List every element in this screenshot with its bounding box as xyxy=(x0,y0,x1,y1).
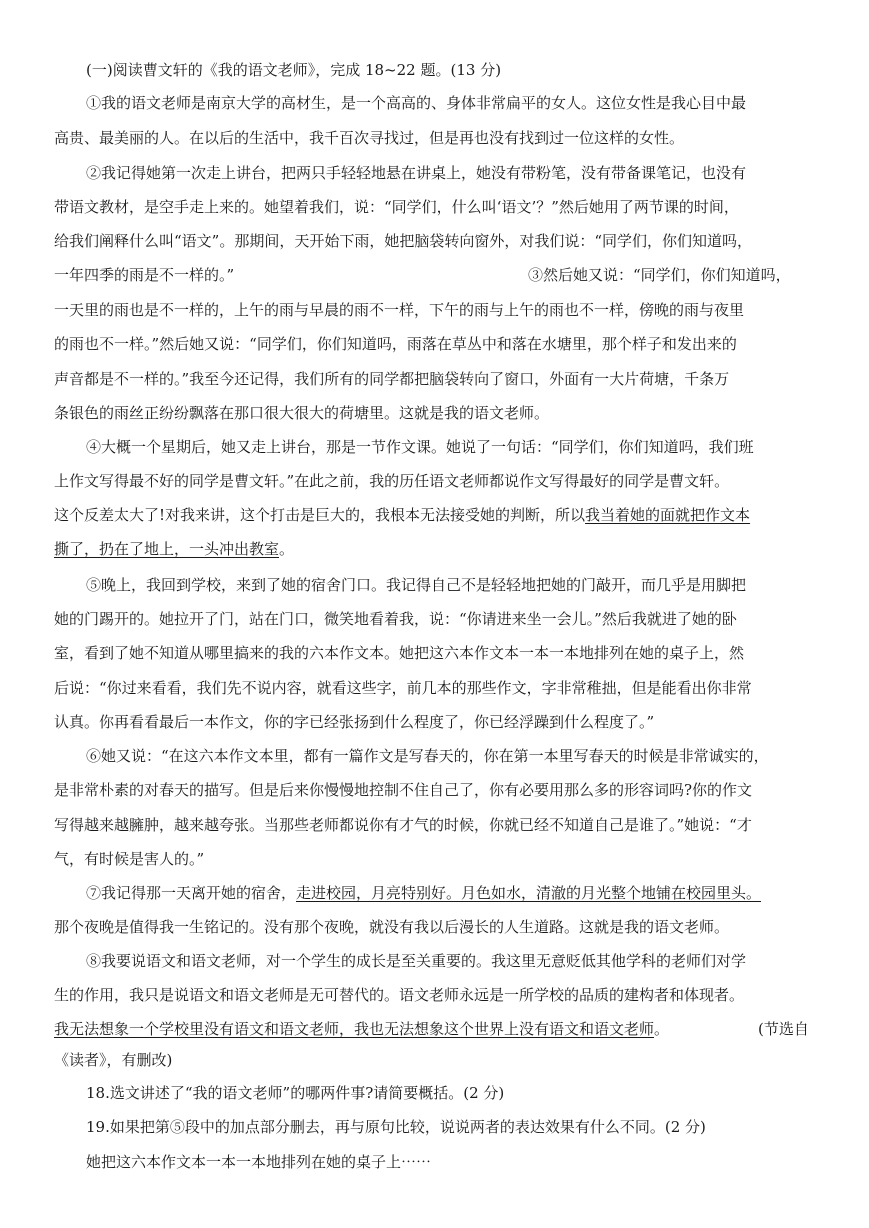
paragraph-4-line-3-text: 这个反差太大了!对我来讲，这个打击是巨大的，我根本无法接受她的判断，所以 xyxy=(54,506,586,524)
section-header: (一)阅读曹文轩的《我的语文老师》，完成 18~22 题。(13 分) xyxy=(86,61,502,79)
paragraph-7-line-2: 那个夜晚是值得我一生铭记的。没有那个夜晚，就没有我以后漫长的人生道路。这就是我的语文老师。 xyxy=(54,918,730,936)
source-note: (节选自 xyxy=(758,1020,809,1038)
paragraph-1-line-1: ①我的语文老师是南京大学的高材生，是一个高高的、身体非常扁平的女人。这位女性是我心目中最 xyxy=(86,94,747,112)
paragraph-6-line-2: 是非常朴素的对春天的描写。但是后来你慢慢地控制不住自己了，你有必要用那么多的形容词吗?你的作文 xyxy=(54,781,753,799)
paragraph-5-line-1: ⑤晚上，我回到学校，来到了她的宿舍门口。我记得自己不是轻轻地把她的门敲开，而几乎是用脚把 xyxy=(86,576,747,594)
underlined-sentence-1: 我当着她的面就把作文本 xyxy=(585,506,751,524)
paragraph-2-line-3: 给我们阐释什么叫“语文”。那期间，天开始下雨，她把脑袋转向窗外，对我们说：“同学们，你们知道吗， xyxy=(54,232,753,250)
paragraph-6-line-4: 气，有时候是害人的。” xyxy=(54,850,205,868)
paragraph-4-end: 。 xyxy=(279,540,295,558)
paragraph-8-line-3 xyxy=(54,1019,669,1039)
paragraph-8-line-1: ⑧我要说语文和语文老师，对一个学生的成长是至关重要的。我这里无意贬低其他学科的老师们对学 xyxy=(86,952,747,970)
paragraph-8-line-2: 生的作用，我只是说语文和语文老师是无可替代的。语文老师永远是一所学校的品质的建构者和体现者。 xyxy=(54,986,745,1004)
question-18: 18.选文讲述了“我的语文老师”的哪两件事?请简要概括。(2 分) xyxy=(86,1084,505,1102)
paragraph-8-period: 。 xyxy=(654,1020,670,1038)
paragraph-4-line-3 xyxy=(54,505,750,525)
paragraph-3-line-1: ③然后她又说：“同学们，你们知道吗， xyxy=(528,266,791,284)
paragraph-6-line-3: 写得越来越臃肿，越来越夸张。当那些老师都说你有才气的时候，你就已经不知道自己是谁了。”她说：“才 xyxy=(54,816,752,834)
paragraph-3-line-5: 条银色的雨丝正纷纷飘落在那口很大很大的荷塘里。这就是我的语文老师。 xyxy=(54,404,550,422)
paragraph-4-line-1: ④大概一个星期后，她又走上讲台，那是一节作文课。她说了一句话：“同学们，你们知道吗，我们班 xyxy=(86,438,754,456)
paragraph-2-line-2: 带语文教材，是空手走上来的。她望着我们，说：“同学们，什么叫‘语文’？”然后她用了两节课的时间， xyxy=(54,198,739,216)
paragraph-7-line-1 xyxy=(86,883,761,903)
source-note-cont: 《读者》，有删改) xyxy=(54,1051,173,1069)
paragraph-2-line-4: 一年四季的雨是不一样的。” xyxy=(54,266,235,284)
question-19-quote: 她把这六本作文本一本一本地排列在她的桌子上⋯⋯ xyxy=(86,1153,432,1171)
underlined-sentence-3: 我无法想象一个学校里没有语文和语文老师，我也无法想象这个世界上没有语文和语文老师 xyxy=(54,1020,655,1038)
paragraph-3-line-3: 的雨也不一样。”然后她又说：“同学们，你们知道吗，雨落在草丛中和落在水塘里，那个样子和发出来的 xyxy=(54,335,737,353)
paragraph-4-line-4 xyxy=(54,539,294,559)
paragraph-1-line-2: 高贵、最美丽的人。在以后的生活中，我千百次寻找过，但是再也没有找到过一位这样的女性。 xyxy=(54,129,685,147)
paragraph-3-line-4: 声音都是不一样的。”我至今还记得，我们所有的同学都把脑袋转向了窗口，外面有一大片荷塘，千条万 xyxy=(54,370,730,388)
paragraph-5-line-4: 后说：“你过来看看，我们先不说内容，就看这些字，前几本的那些作文，字非常稚拙，但是能看出你非常 xyxy=(54,679,752,697)
paragraph-3-line-2: 一天里的雨也是不一样的，上午的雨与早晨的雨不一样，下午的雨与上午的雨也不一样，傍晚的雨与夜里 xyxy=(54,301,745,319)
paragraph-4-line-2: 上作文写得最不好的同学是曹文轩。”在此之前，我的历任语文老师都说作文写得最好的同学是曹文轩。 xyxy=(54,472,730,490)
paragraph-2-line-1: ②我记得她第一次走上讲台，把两只手轻轻地悬在讲桌上，她没有带粉笔，没有带备课笔记，也没有 xyxy=(86,164,747,182)
paragraph-7-line-1-text: ⑦我记得那一天离开她的宿舍， xyxy=(86,884,297,902)
paragraph-5-line-3: 室，看到了她不知道从哪里搞来的我的六本作文本。她把这六本作文本一本一本地排列在她的桌子上，然 xyxy=(54,644,745,662)
question-19: 19.如果把第⑤段中的加点部分删去，再与原句比较，说说两者的表达效果有什么不同。(2 分) xyxy=(86,1118,706,1136)
paragraph-5-line-5: 认真。你再看看最后一本作文，你的字已经张扬到什么程度了，你已经浮躁到什么程度了。” xyxy=(54,713,655,731)
underlined-sentence-2: 走进校园，月亮特别好。月色如水，清澈的月光整个地铺在校园里头。 xyxy=(296,884,762,902)
paragraph-6-line-1: ⑥她又说：“在这六本作文本里，都有一篇作文是写春天的，你在第一本里写春天的时候是非常诚实的， xyxy=(86,747,769,765)
underlined-sentence-1-cont: 撕了，扔在了地上，一头冲出教室 xyxy=(54,540,280,558)
paragraph-5-line-2: 她的门踢开的。她拉开了门，站在门口，微笑地看着我，说：“你请进来坐一会儿。”然后我就进了她的卧 xyxy=(54,610,737,628)
